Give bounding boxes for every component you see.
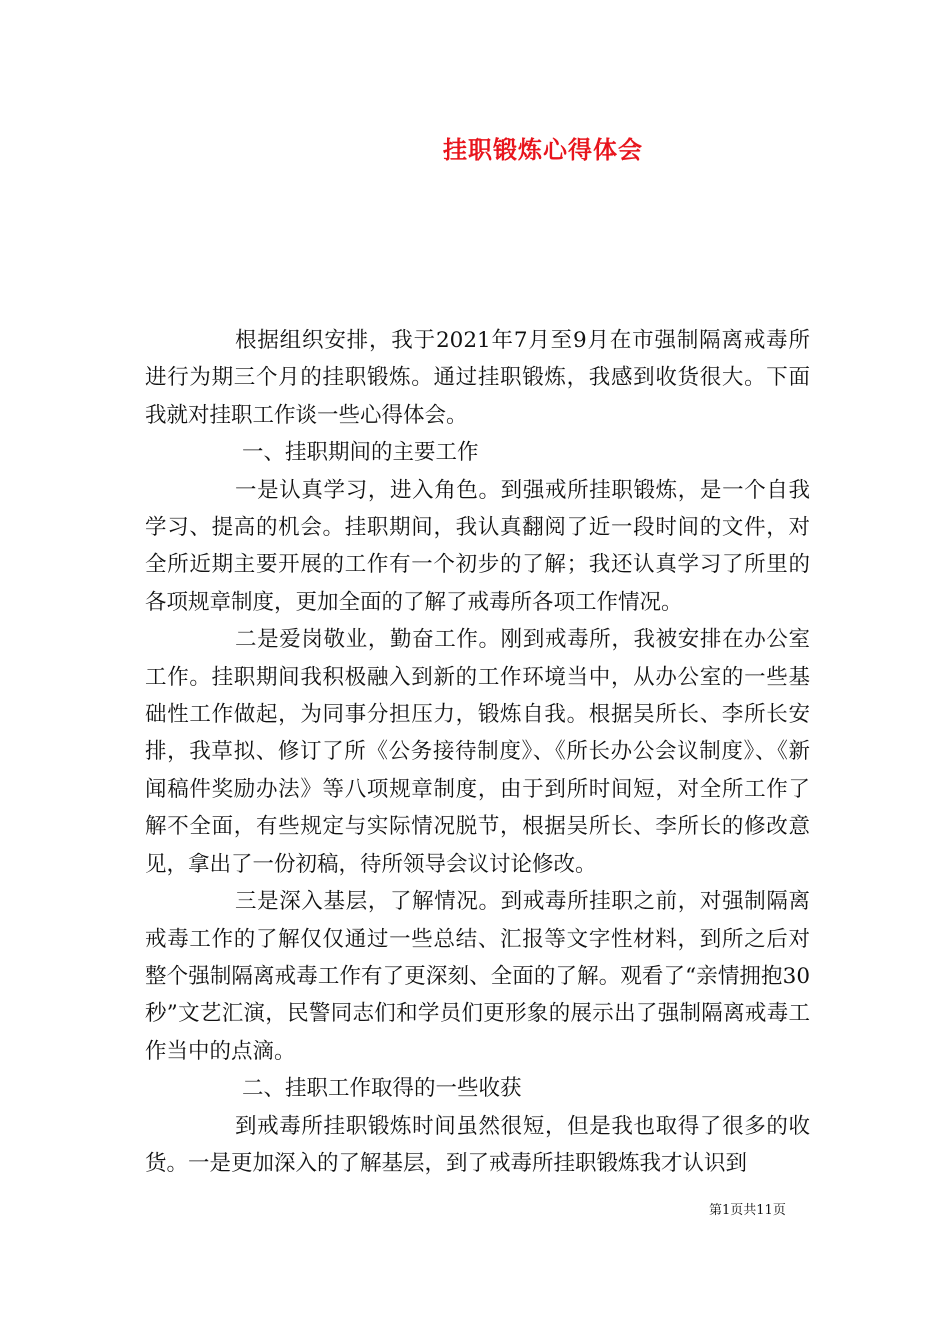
document-title: 挂职锻炼心得体会 (443, 135, 643, 164)
paragraph-intro: 根据组织安排，我于2021年7月至9月在市强制隔离戒毒所进行为期三个月的挂职锻炼。通过挂职锻炼，我感到收货很大。下面我就对挂职工作谈一些心得体会。 (145, 328, 810, 428)
paragraph-study: 一是认真学习，进入角色。到强戒所挂职锻炼，是一个自我学习、提高的机会。挂职期间，我认真翻阅了近一段时间的文件，对全所近期主要开展的工作有一个初步的了解；我还认真学习了所里的各项规章制度，更加全面的了解了戒毒所各项工作情况。 (145, 477, 810, 615)
paragraph-dedication: 二是爱岗敬业，勤奋工作。刚到戒毒所，我被安排在办公室工作。挂职期间我积极融入到新的工作环境当中，从办公室的一些基础性工作做起，为同事分担压力，锻炼自我。根据吴所长、李所长安排，我草拟、修订了所《公务接待制度》、《所长办公会议制度》、《新闻稿件奖励办法》等八项规章制度，由于到所时间短，对全所工作了解不全面，有些规定与实际情况脱节，根据吴所长、李所长的修改意见，拿出了一份初稿，待所领导会议讨论修改。 (145, 627, 810, 877)
document-body (145, 322, 810, 1182)
paragraph-gains: 到戒毒所挂职锻炼时间虽然很短，但是我也取得了很多的收货。一是更加深入的了解基层，到了戒毒所挂职锻炼我才认识到 (145, 1113, 810, 1176)
page-number: 第1页共11页 (709, 1203, 786, 1218)
section-heading-gains: 二、挂职工作取得的一些收获 (242, 1076, 522, 1102)
paragraph-grassroots: 三是深入基层，了解情况。到戒毒所挂职之前，对强制隔离戒毒工作的了解仅仅通过一些总结、汇报等文字性材料，到所之后对整个强制隔离戒毒工作有了更深刻、全面的了解。观看了“亲情拥抱30秒”文艺汇演，民警同志们和学员们更形象的展示出了强制隔离戒毒工作当中的点滴。 (145, 889, 810, 1064)
section-heading-main-work: 一、挂职期间的主要工作 (242, 440, 479, 466)
